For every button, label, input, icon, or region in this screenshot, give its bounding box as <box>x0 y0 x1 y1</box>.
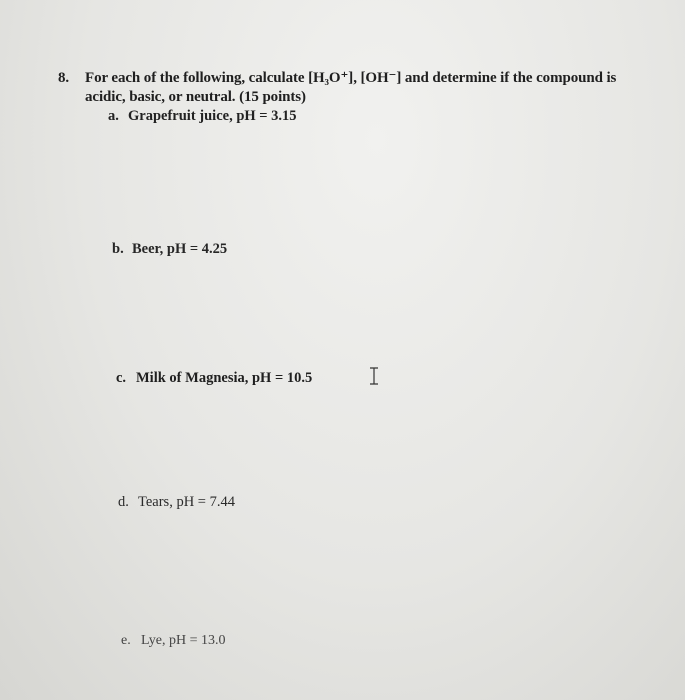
item-c <box>116 369 312 387</box>
item-letter: b. <box>112 241 124 257</box>
item-text: Beer, pH = 4.25 <box>132 241 228 257</box>
item-e <box>121 632 226 650</box>
question-text-line-1: For each of the following, calculate [H₃O⁺], [OH⁻] and determine if the compound is <box>85 70 617 86</box>
item-text: Lye, pH = 13.0 <box>141 633 226 648</box>
item-letter: d. <box>118 494 129 510</box>
item-letter: c. <box>116 370 127 386</box>
item-letter: e. <box>121 633 131 648</box>
question-line-1 <box>58 69 658 88</box>
item-letter: a. <box>108 108 119 124</box>
question-number: 8. <box>58 70 70 86</box>
item-text: Grapefruit juice, pH = 3.15 <box>128 108 297 124</box>
item-text: Tears, pH = 7.44 <box>138 494 235 510</box>
question-text-line-2: acidic, basic, or neutral. (15 points) <box>85 89 306 105</box>
text-cursor-icon <box>369 367 379 385</box>
item-b <box>112 240 227 258</box>
item-text: Milk of Magnesia, pH = 10.5 <box>136 370 313 386</box>
item-d <box>118 493 235 511</box>
item-a <box>108 107 297 125</box>
question-8 <box>58 69 658 107</box>
